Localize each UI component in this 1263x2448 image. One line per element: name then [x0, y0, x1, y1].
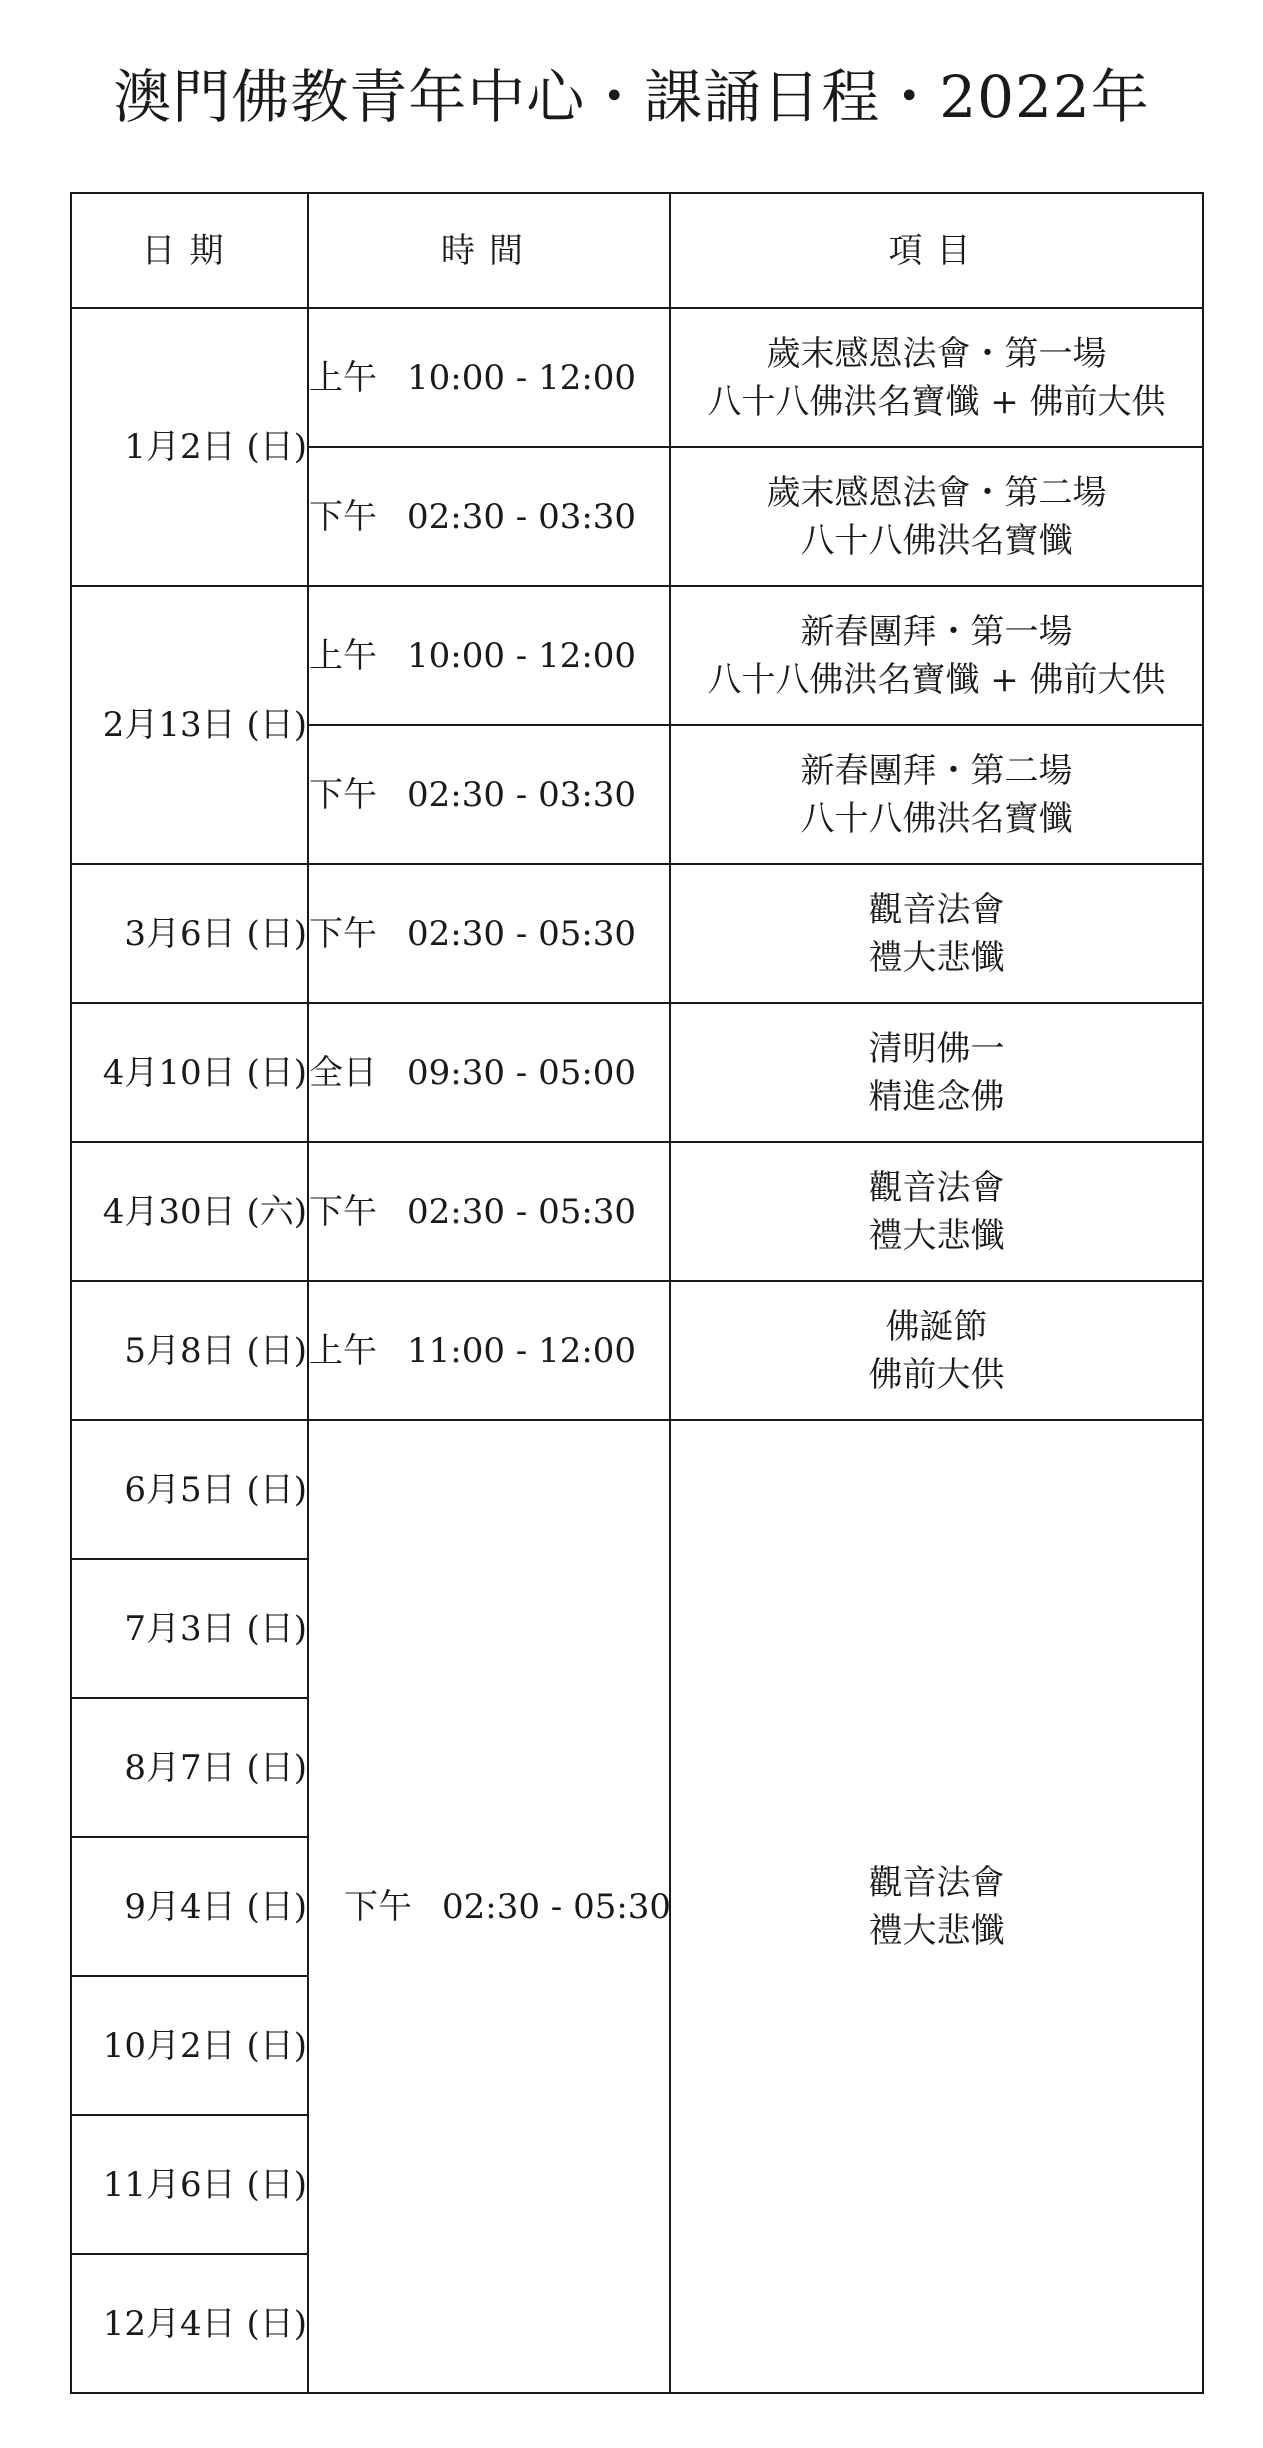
item-cell [670, 308, 1203, 447]
item-cell [670, 1281, 1203, 1420]
time-period: 下午 [309, 774, 377, 815]
item-line: 歲末感恩法會・第二場 [766, 472, 1107, 513]
item-cell [670, 1142, 1203, 1281]
time-range: 02:30 - 03:30 [407, 496, 637, 537]
time-period: 上午 [309, 635, 377, 676]
time-cell [308, 1142, 670, 1281]
date-cell: 2月13日 (日) [71, 586, 308, 864]
time-cell [308, 586, 670, 725]
item-line: 八十八佛洪名寶懺 + 佛前大供 [707, 659, 1166, 700]
time-cell [308, 447, 670, 586]
date-cell: 8月7日 (日) [71, 1698, 308, 1837]
date-cell: 11月6日 (日) [71, 2115, 308, 2254]
time-range: 02:30 - 05:30 [442, 1886, 672, 1927]
date-cell: 9月4日 (日) [71, 1837, 308, 1976]
header-date: 日期 [71, 193, 308, 308]
item-line: 禮大悲懺 [868, 1215, 1005, 1256]
table-row [71, 1420, 1203, 1559]
table-row [71, 586, 1203, 725]
item-line: 觀音法會 [868, 1167, 1005, 1208]
item-line: 清明佛一 [868, 1028, 1005, 1069]
item-cell [670, 586, 1203, 725]
item-cell [670, 447, 1203, 586]
time-period: 下午 [344, 1886, 412, 1927]
time-period: 上午 [309, 357, 377, 398]
item-line: 八十八佛洪名寶懺 + 佛前大供 [707, 381, 1166, 422]
table-row [71, 1003, 1203, 1142]
date-cell: 4月10日 (日) [71, 1003, 308, 1142]
table-row [71, 1142, 1203, 1281]
table-row [71, 864, 1203, 1003]
item-line: 新春團拜・第一場 [800, 611, 1073, 652]
time-cell [308, 308, 670, 447]
header-row [71, 193, 1203, 308]
time-cell [308, 1281, 670, 1420]
item-line: 八十八佛洪名寶懺 [800, 798, 1073, 839]
date-cell: 5月8日 (日) [71, 1281, 308, 1420]
time-range: 02:30 - 05:30 [407, 1191, 637, 1232]
item-line: 精進念佛 [868, 1076, 1005, 1117]
time-period: 下午 [309, 1191, 377, 1232]
item-line: 歲末感恩法會・第一場 [766, 333, 1107, 374]
time-range: 02:30 - 03:30 [407, 774, 637, 815]
item-line: 觀音法會 [868, 889, 1005, 930]
time-period: 下午 [309, 913, 377, 954]
time-cell [308, 864, 670, 1003]
header-item: 項目 [670, 193, 1203, 308]
schedule-table [70, 192, 1204, 2394]
table-row [71, 1281, 1203, 1420]
time-cell [308, 725, 670, 864]
time-range: 02:30 - 05:30 [407, 913, 637, 954]
item-line: 新春團拜・第二場 [800, 750, 1073, 791]
item-line: 八十八佛洪名寶懺 [800, 520, 1073, 561]
page-title: 澳門佛教青年中心・課誦日程・2022年 [113, 63, 1150, 131]
item-line: 佛前大供 [868, 1354, 1005, 1395]
time-period: 全日 [309, 1052, 377, 1093]
time-period: 下午 [309, 496, 377, 537]
time-range: 10:00 - 12:00 [407, 635, 637, 676]
date-cell: 4月30日 (六) [71, 1142, 308, 1281]
item-cell [670, 725, 1203, 864]
item-line: 禮大悲懺 [868, 937, 1005, 978]
schedule-body [71, 193, 1203, 2393]
date-cell: 7月3日 (日) [71, 1559, 308, 1698]
date-cell: 6月5日 (日) [71, 1420, 308, 1559]
time-range: 10:00 - 12:00 [407, 357, 637, 398]
item-line: 觀音法會 [868, 1862, 1005, 1903]
header-time: 時間 [308, 193, 670, 308]
date-cell: 12月4日 (日) [71, 2254, 308, 2393]
item-cell [670, 864, 1203, 1003]
time-period: 上午 [309, 1330, 377, 1371]
date-cell: 3月6日 (日) [71, 864, 308, 1003]
item-cell [670, 1003, 1203, 1142]
time-cell [308, 1420, 670, 2393]
item-cell [670, 1420, 1203, 2393]
item-line: 佛誕節 [885, 1306, 988, 1347]
time-cell [308, 1003, 670, 1142]
item-line: 禮大悲懺 [868, 1910, 1005, 1951]
table-row [71, 308, 1203, 447]
date-cell: 10月2日 (日) [71, 1976, 308, 2115]
date-cell: 1月2日 (日) [71, 308, 308, 586]
time-range: 09:30 - 05:00 [407, 1052, 637, 1093]
time-range: 11:00 - 12:00 [407, 1330, 637, 1371]
